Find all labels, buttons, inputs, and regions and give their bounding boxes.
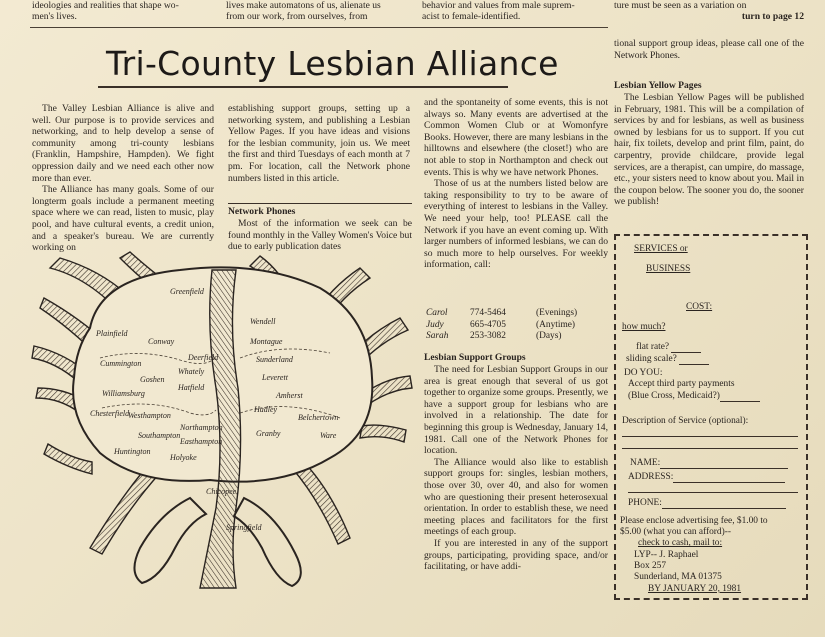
paragraph: and the spontaneity of some events, this is not always so. Many events are advertised at the Common Women Club or at Womonfyre Books. However, there are many lesbians in the hilltowns and elsewhere (the closet!) who are not able to stop in Northampton and check out events. This is why we have network Phones. [424, 97, 608, 178]
continued-line: behavior and values from male suprem- [422, 0, 575, 11]
description-line[interactable] [622, 448, 798, 449]
town-label: Ware [320, 431, 337, 440]
support-groups-section [424, 352, 608, 573]
town-label: Easthampton [180, 437, 223, 446]
continued-line: ideologies and realities that shape wo- [32, 0, 179, 11]
contact-phone[interactable]: 774-5464 [470, 308, 506, 318]
town-label: Whately [178, 367, 205, 376]
support-groups-text [424, 364, 608, 573]
column-1 [32, 103, 214, 254]
contact-list [426, 308, 610, 343]
turn-page-link[interactable]: turn to page 12 [741, 11, 804, 22]
paragraph: tional support group ideas, please call one of the Network Phones. [614, 38, 804, 61]
address-label: ADDRESS: [628, 472, 674, 482]
how-much-label: how much? [622, 322, 666, 332]
town-label: Hatfield [178, 383, 205, 392]
contact-when: (Days) [536, 331, 562, 342]
article-title: Tri-County Lesbian Alliance [106, 44, 559, 83]
town-label: Plainfield [96, 329, 128, 338]
continued-line: men's lives. [32, 11, 77, 22]
flat-rate-field[interactable] [636, 342, 701, 353]
yellow-pages-text [614, 92, 804, 208]
sliding-scale-label: sliding scale? [626, 354, 677, 364]
contact-row [426, 320, 610, 332]
contact-name: Sarah [426, 331, 449, 342]
town-label: Montague [250, 337, 283, 346]
town-label: Springfield [226, 523, 262, 532]
paragraph: The Alliance would also like to establish support groups for: singles, lesbian mothers, those over 30, over 40, and also for women who are questioning their present heterosexual orientation. In order to establish these, we need meeting places and facilitators for the first meetings of each group. [424, 456, 608, 538]
description-line[interactable] [622, 436, 798, 437]
sliding-scale-field[interactable] [626, 354, 709, 365]
accept-payments-detail: (Blue Cross, Medicaid?) [628, 391, 720, 401]
contact-row [426, 331, 610, 343]
enclose-line: check to cash, mail to: [638, 538, 723, 548]
town-label: Chesterfield [90, 409, 130, 418]
contact-row [426, 308, 610, 320]
accept-payments-line[interactable] [720, 401, 760, 402]
paragraph: establishing support groups, setting up a networking system, and publishing a Lesbian Yellow Pages. If you have ideas and visions for the lesbian community, join us. We meet the first and third Tuesdays of each month at 7 pm. For location, call the Network phone numbers listed in this article. [228, 103, 410, 184]
continued-line: lives make automatons of us, alienate us [226, 0, 381, 11]
accept-payments-field[interactable] [628, 391, 760, 402]
paragraph: The need for Lesbian Support Groups in our area is great enough that several of us got together to organize some groups. Presently, we have a support group for lesbians who are involved in a relationship. The date for beginning this group is Wednesday, January 14, 1981. Call one of the Network Phones for location. [424, 364, 608, 457]
town-label: Greenfield [170, 287, 204, 296]
town-label: Holyoke [170, 453, 197, 462]
town-label: Granby [256, 429, 281, 438]
contact-name: Carol [426, 308, 448, 318]
paragraph: Those of us at the numbers listed below are taking responsibility to try to be aware of everything of interest to lesbians in the Valley. We need your help, too! PLEASE call the Network if you have an event coming up. With larger numbers of informed lesbians, we can do so much more to help ourselves. For weekly information, call: [424, 178, 608, 271]
town-label: Chicopee [206, 487, 237, 496]
yellow-pages-coupon[interactable] [614, 234, 808, 600]
town-label: Hadley [254, 405, 278, 414]
top-rule [30, 27, 608, 28]
continued-line: acist to female-identified. [422, 11, 521, 22]
town-label: Leverett [262, 373, 288, 382]
continued-col-4 [614, 0, 804, 22]
town-label: Amherst [276, 391, 303, 400]
town-label: Williamsburg [102, 389, 145, 398]
column-2 [228, 103, 410, 184]
contact-phone[interactable]: 253-3082 [470, 331, 506, 342]
address-text: LYP-- J. Raphael [634, 550, 699, 560]
town-label: Deerfield [188, 353, 219, 362]
town-label: Conway [148, 337, 175, 346]
contact-phone[interactable]: 665-4705 [470, 319, 506, 330]
mailing-address [634, 550, 741, 595]
address-line[interactable] [628, 492, 798, 493]
description-label: Description of Service (optional): [622, 416, 749, 426]
paragraph: The Alliance has many goals. Some of our longterm goals include a permanent meeting space where we can read, listen to music, play pool, and have cultural events, a credit union, and a speaker's bureau. We are currently working on [32, 184, 214, 254]
town-label: Cummington [100, 359, 142, 368]
paragraph: Most of the information we seek can be found monthly in the Valley Women's Voice but due to early publication dates [228, 218, 412, 253]
sliding-scale-line[interactable] [679, 364, 709, 365]
paragraph: The Lesbian Yellow Pages will be published in February, 1981. This will be a compilation of services by and for lesbians, as well as business owned by lesbians for us to support. If you cut hair, fix toilets, develop and print film, paint, do carpentry, provide childcare, provide legal services, are a therapist, can umpire, do massage, etc., your sisters need to know about you. Mail in the coupon below. The sooner you do, the sooner we publish! [614, 92, 804, 208]
paragraph: The Valley Lesbian Alliance is alive and well. Our purpose is to provide services and networking, and to help develop a sense of community among tri-county lesbians (Franklin, Hampshire, Hampden). We fight oppression daily and we need each other now more than ever. [32, 103, 214, 184]
do-you-label: DO YOU: [624, 368, 663, 378]
support-groups-heading: Lesbian Support Groups [424, 352, 526, 363]
paragraph: If you are interested in any of the support groups, participating, providing space, and/or facilitating, or have addi- [424, 537, 608, 573]
address-field[interactable] [628, 472, 785, 483]
continued-col-1 [32, 0, 212, 22]
town-label: Wendell [250, 317, 276, 326]
flat-rate-label: flat rate? [636, 342, 670, 352]
town-label: Westhampton [128, 411, 171, 420]
cost-label: COST: [686, 302, 713, 312]
address-line[interactable] [673, 482, 785, 483]
services-label: SERVICES or [634, 244, 688, 254]
contact-when: (Anytime) [536, 319, 576, 330]
town-label: Goshen [140, 375, 165, 384]
tree-map-illustration [30, 248, 416, 594]
enclose-line: Please enclose advertising fee, $1.00 to [620, 516, 768, 526]
column-3 [424, 97, 608, 271]
town-label: Southampton [138, 431, 181, 440]
phone-label: PHONE: [628, 498, 662, 508]
town-label: Huntington [114, 447, 151, 456]
yellow-pages-heading: Lesbian Yellow Pages [614, 80, 702, 91]
address-text: Sunderland, MA 01375 [634, 572, 722, 583]
contact-name: Judy [426, 319, 444, 330]
title-underline [98, 86, 508, 88]
address-text: Box 257 [634, 561, 667, 572]
deadline-text: BY JANUARY 20, 1981 [648, 583, 742, 594]
name-label: NAME: [630, 458, 661, 468]
flat-rate-line[interactable] [671, 352, 701, 353]
name-line[interactable] [660, 468, 788, 469]
column-4 [614, 38, 804, 61]
enclose-line: $5.00 (what you can afford)-- [620, 527, 731, 537]
contact-when: (Evenings) [536, 308, 578, 318]
yellow-pages-section [614, 80, 804, 208]
continued-line: ture must be seen as a variation on [614, 0, 747, 11]
network-phones-box [228, 203, 412, 254]
business-label: BUSINESS [646, 264, 691, 274]
town-label: Belchertown [298, 413, 339, 422]
town-label: Northampton [180, 423, 223, 432]
continued-line: from our work, from ourselves, from [226, 11, 368, 22]
accept-payments-label: Accept third party payments [628, 379, 735, 389]
network-phones-heading: Network Phones [228, 206, 296, 217]
phone-field[interactable] [628, 498, 786, 509]
name-field[interactable] [630, 458, 788, 469]
town-label: Sunderland [256, 355, 293, 364]
continued-col-3 [422, 0, 602, 22]
phone-line[interactable] [662, 508, 786, 509]
continued-col-2 [226, 0, 406, 22]
